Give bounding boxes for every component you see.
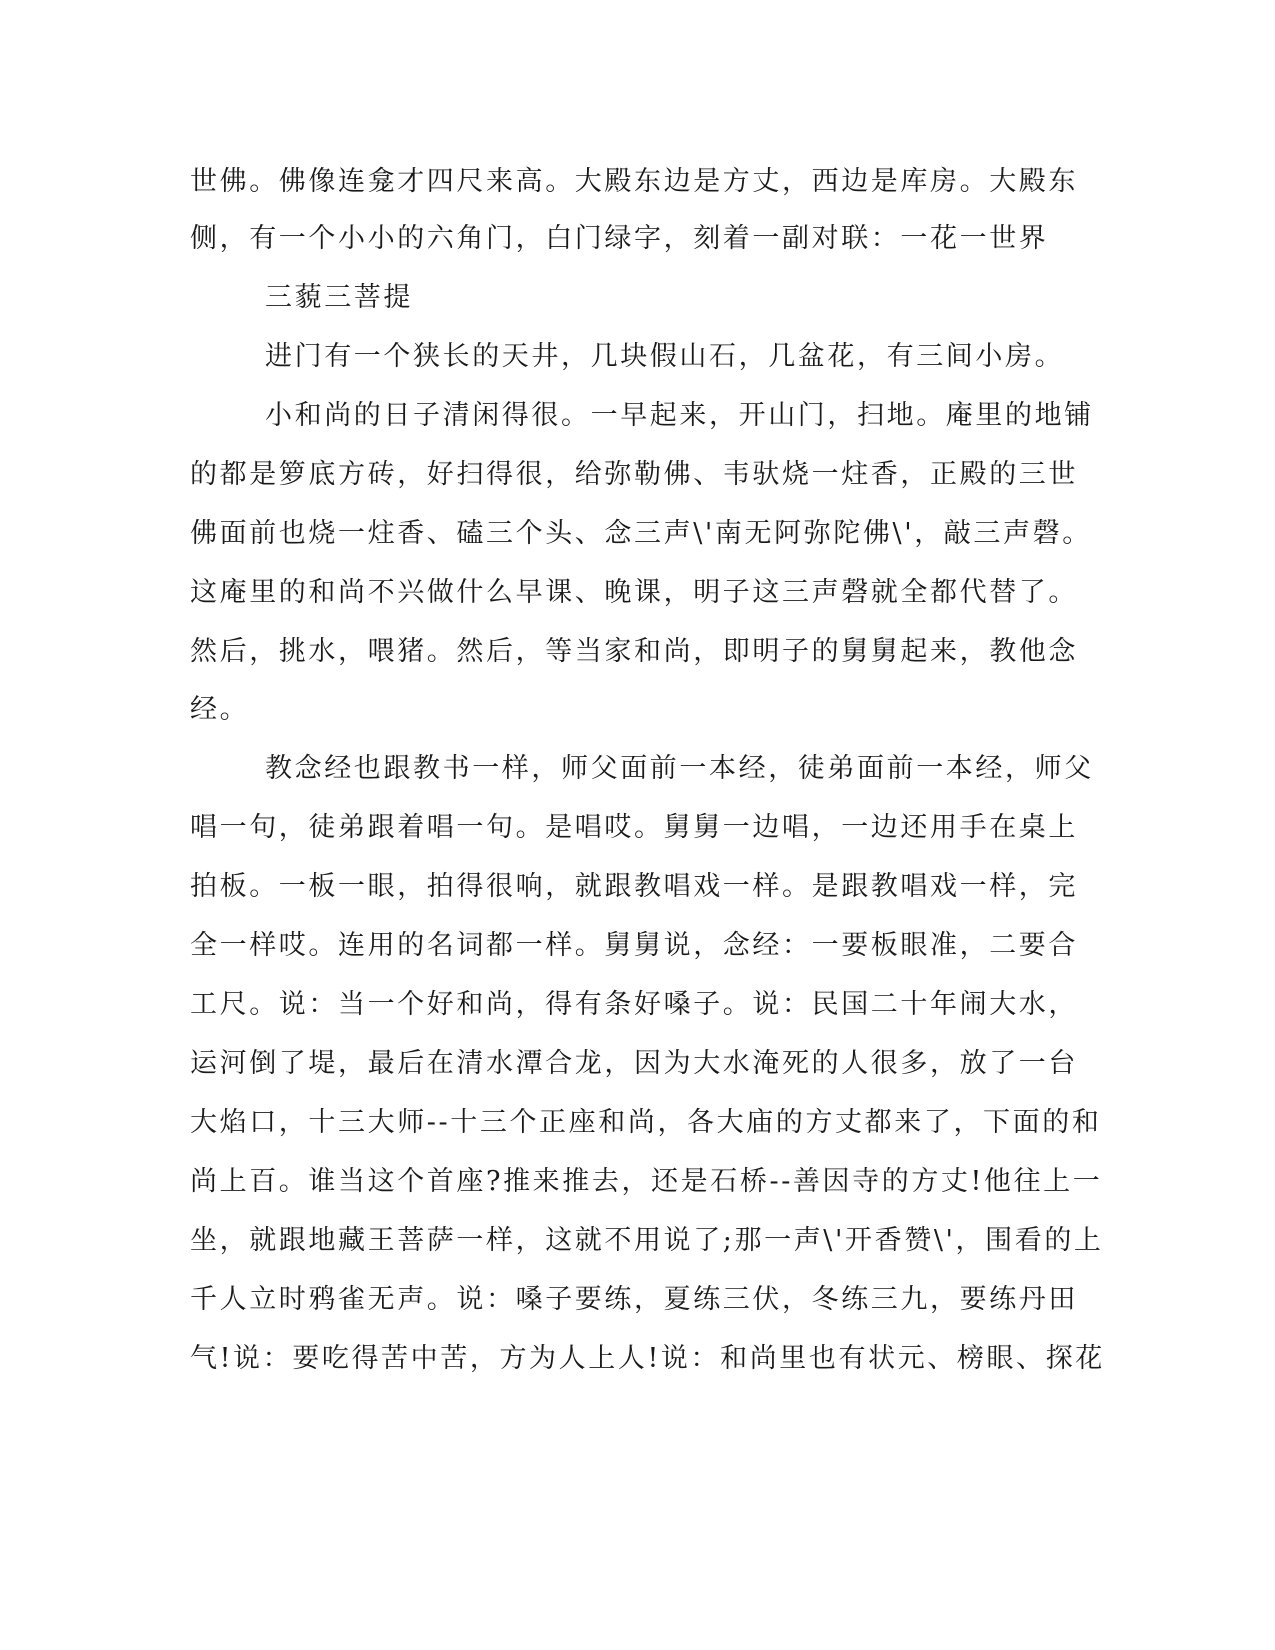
text-line-4: 进门有一个狭长的天井，几块假山石，几盆花，有三间小房。 (265, 341, 1065, 372)
text-line-6: 的都是箩底方砖，好扫得很，给弥勒佛、韦驮烧一炷香，正殿的三世 (190, 459, 1078, 490)
text-line-8: 这庵里的和尚不兴做什么早课、晚课，明子这三声磬就全都代替了。 (190, 577, 1078, 608)
text-line-1: 世佛。佛像连龛才四尺来高。大殿东边是方丈，西边是库房。大殿东 (190, 166, 1078, 197)
text-line-2: 侧，有一个小小的六角门，白门绿字，刻着一副对联：一花一世界 (190, 223, 1049, 254)
text-line-20: 千人立时鸦雀无声。说：嗓子要练，夏练三伏，冬练三九，要练丹田 (190, 1284, 1078, 1315)
text-line-7: 佛面前也烧一炷香、磕三个头、念三声\'南无阿弥陀佛\'，敲三声磬。 (190, 518, 1092, 549)
text-line-13: 拍板。一板一眼，拍得很响，就跟教唱戏一样。是跟教唱戏一样，完 (190, 871, 1078, 902)
text-line-12: 唱一句，徒弟跟着唱一句。是唱哎。舅舅一边唱，一边还用手在桌上 (190, 812, 1078, 843)
text-line-11: 教念经也跟教书一样，师父面前一本经，徒弟面前一本经，师父 (265, 753, 1094, 784)
text-line-18: 尚上百。谁当这个首座?推来推去，还是石桥--善因寺的方丈!他往上一 (190, 1166, 1103, 1197)
text-line-14: 全一样哎。连用的名词都一样。舅舅说，念经：一要板眼准，二要合 (190, 930, 1078, 961)
text-line-10: 经。 (190, 694, 250, 725)
text-line-16: 运河倒了堤，最后在清水潭合龙，因为大水淹死的人很多，放了一台 (190, 1048, 1078, 1079)
text-line-17: 大焰口，十三大师--十三个正座和尚，各大庙的方丈都来了，下面的和 (190, 1107, 1102, 1138)
text-line-9: 然后，挑水，喂猪。然后，等当家和尚，即明子的舅舅起来，教他念 (190, 636, 1078, 667)
text-line-15: 工尺。说：当一个好和尚，得有条好嗓子。说：民国二十年闹大水， (190, 989, 1078, 1020)
text-line-5: 小和尚的日子清闲得很。一早起来，开山门，扫地。庵里的地铺 (265, 400, 1094, 431)
text-line-3: 三藐三菩提 (265, 282, 413, 313)
text-line-21: 气!说：要吃得苦中苦，方为人上人!说：和尚里也有状元、榜眼、探花 (190, 1343, 1105, 1374)
text-line-19: 坐，就跟地藏王菩萨一样，这就不用说了;那一声\'开香赞\'，围看的上 (190, 1225, 1104, 1256)
